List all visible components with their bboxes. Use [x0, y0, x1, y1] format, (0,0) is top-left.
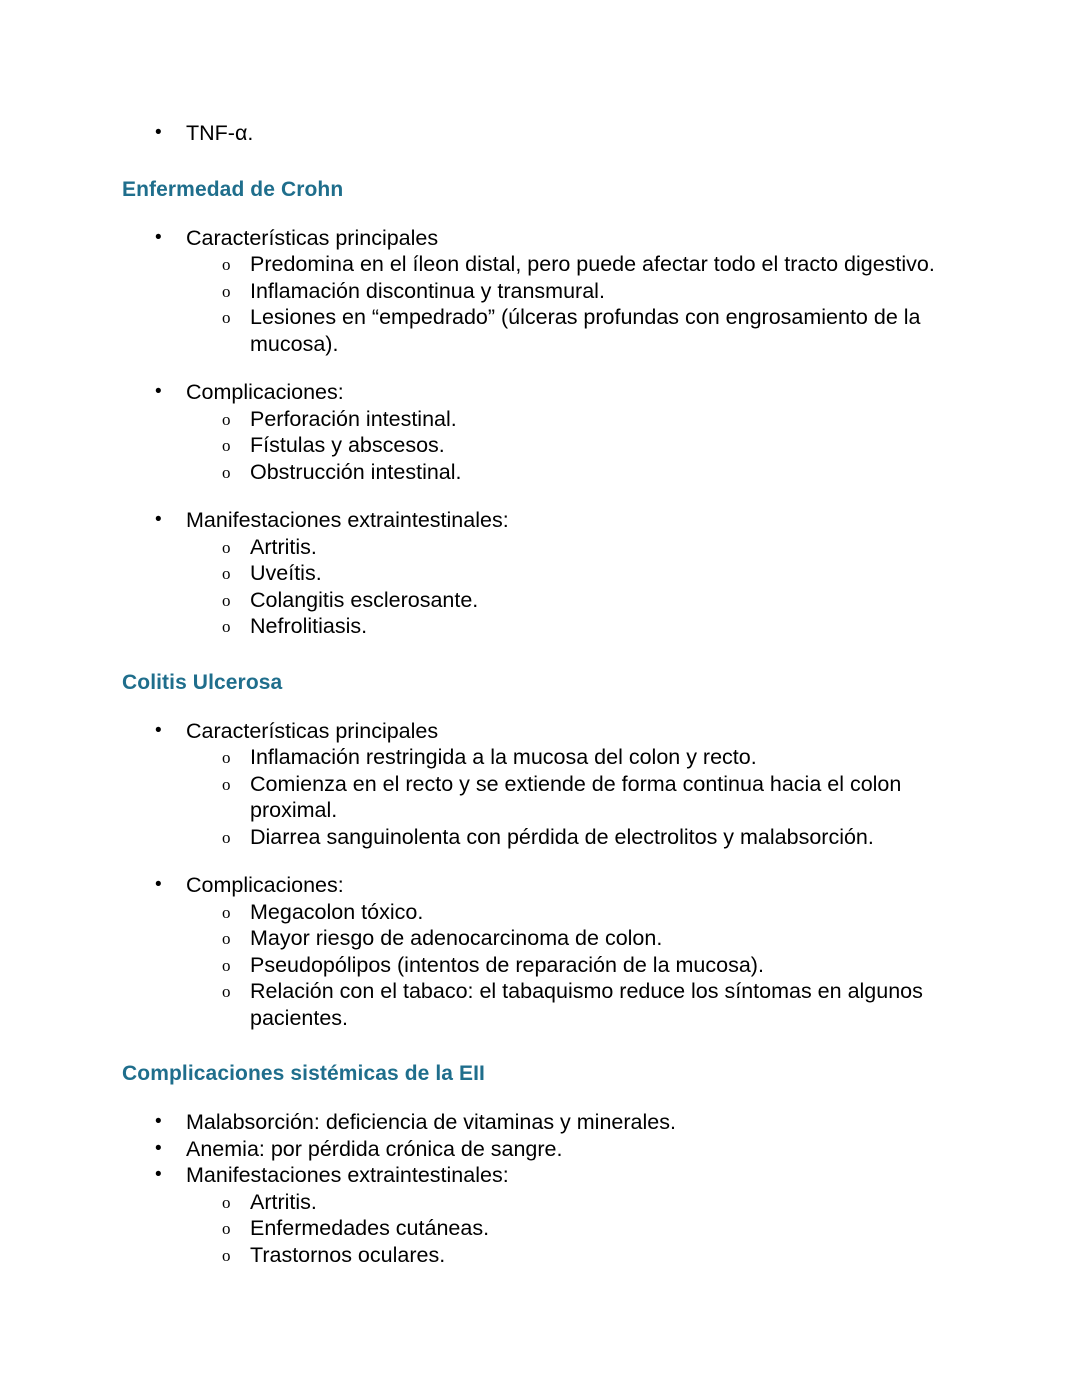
- list-item-text: o Enfermedades cutáneas.: [250, 1216, 490, 1240]
- list-item: [186, 459, 1080, 486]
- list-item-text: o Colangitis esclerosante.: [250, 587, 479, 612]
- spacer: [0, 696, 1080, 718]
- list-item-text: o Megacolon tóxico.: [250, 899, 424, 924]
- spacer: [0, 203, 1080, 225]
- list-item-text: o Nefrolitiasis.: [250, 614, 368, 638]
- list-item: [0, 507, 1080, 640]
- list-item: [0, 872, 1080, 1031]
- spacer: [0, 357, 1080, 379]
- spacer: [0, 485, 1080, 507]
- list-item-text: o Artritis.: [250, 534, 317, 559]
- list-item-text: o Pseudopólipos (intentos de reparación de la mucosa).: [250, 952, 764, 977]
- spacer: [0, 640, 1080, 670]
- list-item-text: • Características principales: [186, 718, 439, 743]
- list-item: [0, 120, 1080, 147]
- list-item-text: o Diarrea sanguinolenta con pérdida de electrolitos y malabsorción.: [250, 824, 874, 849]
- list-item-text: o Fístulas y abscesos.: [250, 433, 445, 457]
- list-item-text: • Malabsorción: deficiencia de vitaminas y minerales.: [186, 1110, 676, 1134]
- list-item: [186, 978, 1080, 1031]
- sub-list: [186, 744, 1080, 850]
- list-item-text: o Relación con el tabaco: el tabaquismo reduce los síntomas en algunos pacientes.: [250, 979, 923, 1030]
- list-item: [186, 278, 1080, 305]
- list-item-text: • Anemia: por pérdida crónica de sangre.: [186, 1136, 563, 1161]
- list-item: [0, 718, 1080, 851]
- list-item-text: • Manifestaciones extraintestinales:: [186, 508, 509, 532]
- list-item-text: o Perforación intestinal.: [250, 406, 457, 431]
- list-item: [0, 1162, 1080, 1268]
- sub-list: [186, 406, 1080, 486]
- spacer: [0, 1031, 1080, 1061]
- list-item: [186, 1215, 1080, 1242]
- list-item: [186, 406, 1080, 433]
- list-item: [186, 432, 1080, 459]
- list-item: [186, 952, 1080, 979]
- list-item: [0, 225, 1080, 358]
- section-heading-complicaciones-sistemicas: Complicaciones sistémicas de la EII: [122, 1062, 485, 1085]
- list-item: [186, 304, 1080, 357]
- crohn-group-manifestaciones: [0, 507, 1080, 640]
- colitis-group-caracteristicas: [0, 718, 1080, 851]
- list-item-text: o Uveítis.: [250, 561, 322, 585]
- list-item-text: o Trastornos oculares.: [250, 1242, 446, 1267]
- spacer: [0, 1087, 1080, 1109]
- list-item: [0, 1136, 1080, 1163]
- intro-bullet-list: [0, 120, 1080, 147]
- list-item-text: • Complicaciones:: [186, 873, 344, 897]
- spacer: [0, 147, 1080, 177]
- list-item: [186, 744, 1080, 771]
- list-item: [186, 587, 1080, 614]
- list-item: [186, 1189, 1080, 1216]
- eii-bullet-list: [0, 1109, 1080, 1268]
- list-item-text: • Complicaciones:: [186, 380, 344, 404]
- sub-list: [186, 251, 1080, 357]
- list-item-text: o Obstrucción intestinal.: [250, 459, 462, 484]
- list-item: [186, 824, 1080, 851]
- sub-list: [186, 899, 1080, 1032]
- list-item: [186, 899, 1080, 926]
- list-item-text: • TNF-α.: [186, 121, 254, 145]
- list-item: [0, 1109, 1080, 1136]
- list-item: [186, 560, 1080, 587]
- crohn-group-caracteristicas: [0, 225, 1080, 358]
- list-item-text: o Predomina en el íleon distal, pero puede afectar todo el tracto digestivo.: [250, 252, 935, 276]
- list-item: [186, 771, 1080, 824]
- sub-list: [186, 534, 1080, 640]
- list-item-text: o Lesiones en “empedrado” (úlceras profundas con engrosamiento de la mucosa).: [250, 305, 921, 356]
- list-item-text: o Inflamación restringida a la mucosa del colon y recto.: [250, 745, 757, 769]
- list-item: [186, 251, 1080, 278]
- list-item: [0, 379, 1080, 485]
- section-heading-colitis-ulcerosa: Colitis Ulcerosa: [122, 670, 283, 694]
- list-item-text: o Mayor riesgo de adenocarcinoma de colon.: [250, 926, 663, 950]
- spacer: [0, 850, 1080, 872]
- list-item: [186, 613, 1080, 640]
- list-item: [186, 534, 1080, 561]
- list-item-text: o Inflamación discontinua y transmural.: [250, 278, 605, 303]
- list-item-text: o Comienza en el recto y se extiende de forma continua hacia el colon proximal.: [250, 771, 902, 822]
- list-item: [186, 925, 1080, 952]
- list-item-text: • Características principales: [186, 225, 439, 250]
- crohn-group-complicaciones: [0, 379, 1080, 485]
- sub-list: [186, 1189, 1080, 1269]
- section-heading-enfermedad-de-crohn: Enfermedad de Crohn: [122, 177, 344, 201]
- list-item: [186, 1242, 1080, 1269]
- list-item-text: • Manifestaciones extraintestinales:: [186, 1163, 509, 1187]
- list-item-text: o Artritis.: [250, 1189, 317, 1214]
- colitis-group-complicaciones: [0, 872, 1080, 1031]
